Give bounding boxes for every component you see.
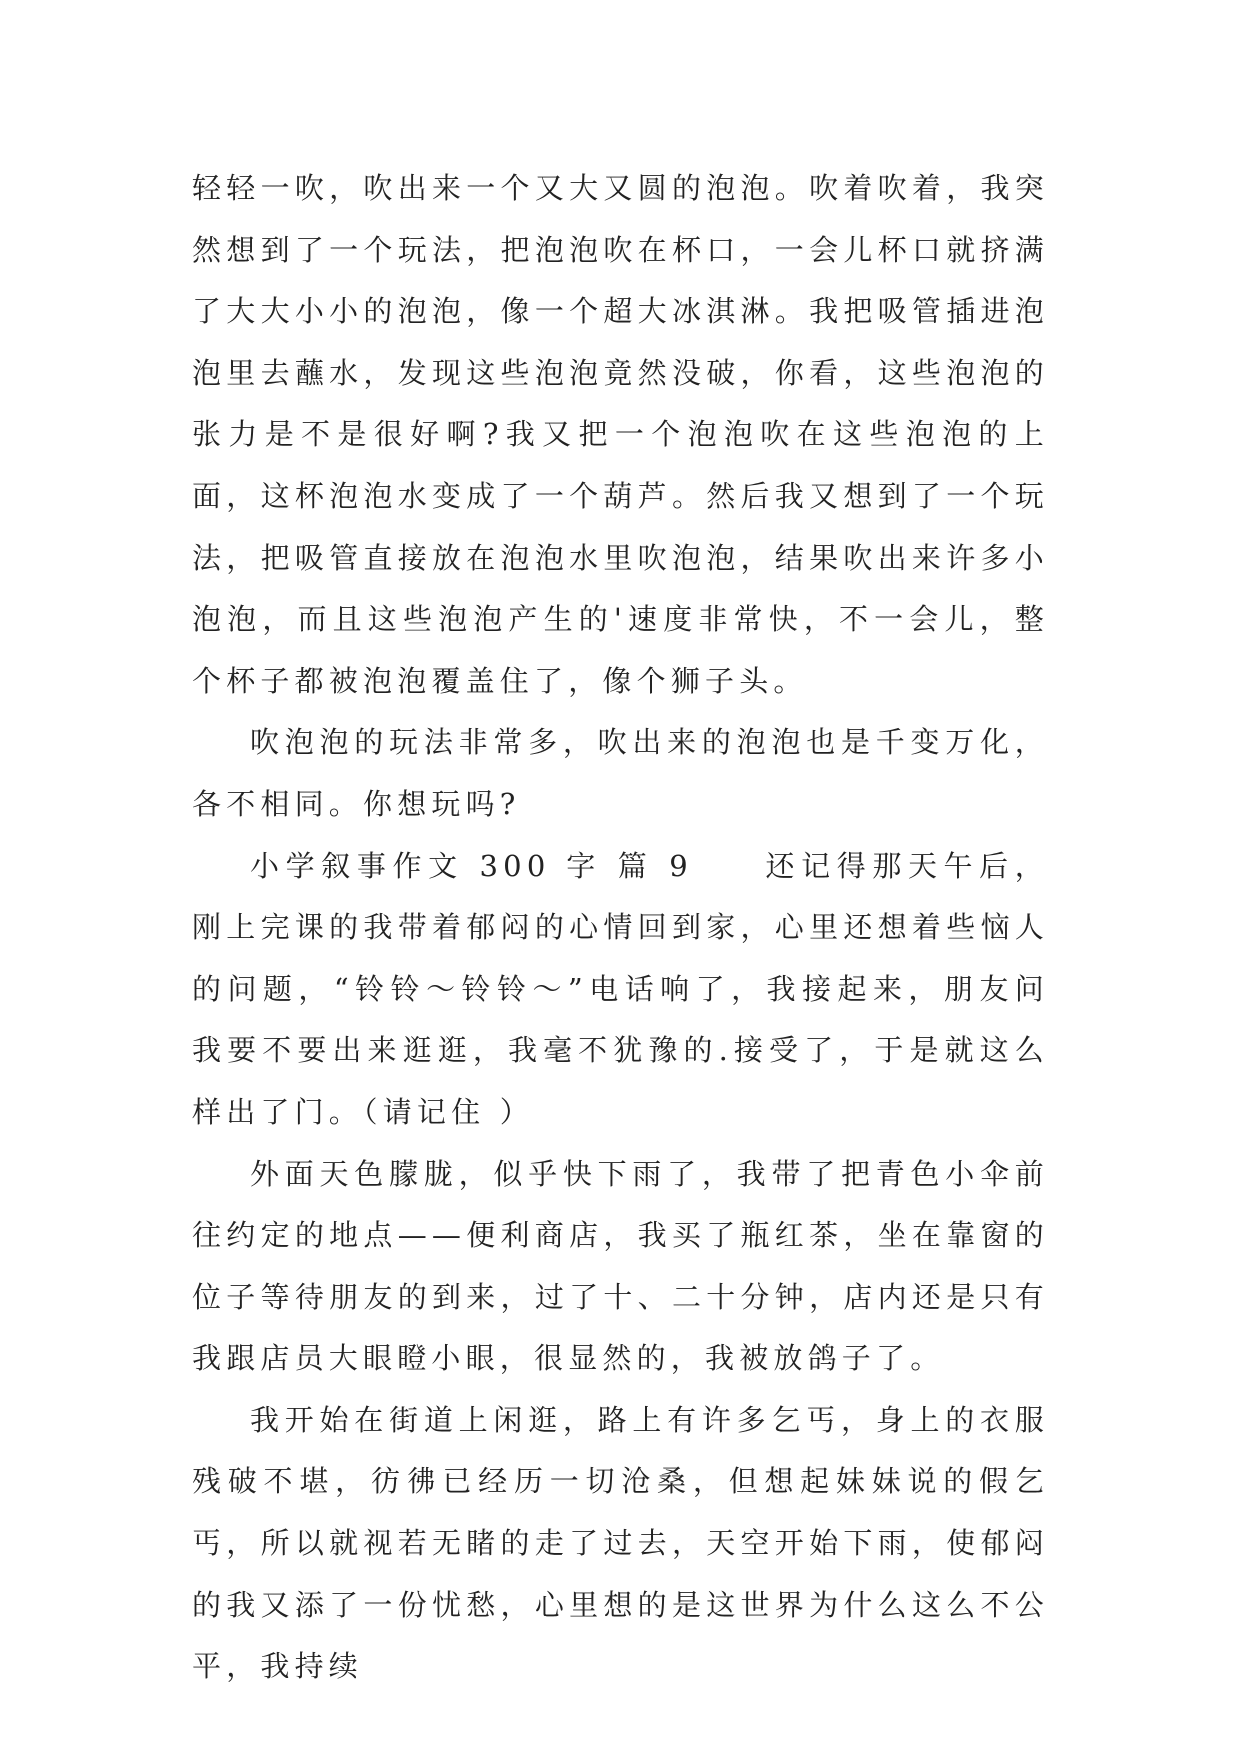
document-body — [192, 158, 1049, 1698]
paragraph-street-wandering: 我开始在街道上闲逛，路上有许多乞丐，身上的衣服残破不堪，彷彿已经历一切沧桑，但想起妹妹说的假乞丐，所以就视若无睹的走了过去，天空开始下雨，使郁闷的我又添了一份忧愁，心里想的是这世界为什么这么不公平，我持续 — [192, 1402, 1049, 1684]
paragraph-essay-9-opening: 小学叙事作文 300 字 篇 9 还记得那天午后，刚上完课的我带着郁闷的心情回到家，心里还想着些恼人的问题，“铃铃～铃铃～”电话响了，我接起来，朋友问我要不要出来逛逛，我毫不犹豫的.接受了，于是就这么样出了门。（请记住 ） — [192, 848, 1049, 1129]
paragraph-bubble-conclusion: 吹泡泡的玩法非常多，吹出来的泡泡也是千变万化，各不相同。你想玩吗? — [192, 725, 1049, 821]
paragraph-bubble-play-continued: 轻轻一吹，吹出来一个又大又圆的泡泡。吹着吹着，我突然想到了一个玩法，把泡泡吹在杯口，一会儿杯口就挤满了大大小小的泡泡，像一个超大冰淇淋。我把吸管插进泡泡里去蘸水，发现这些泡泡竟然没破，你看，这些泡泡的张力是不是很好啊?我又把一个泡泡吹在这些泡泡的上面，这杯泡泡水变成了一个葫芦。然后我又想到了一个玩法，把吸管直接放在泡泡水里吹泡泡，结果吹出来许多小泡泡，而且这些泡泡产生的'速度非常快，不一会儿，整个杯子都被泡泡覆盖住了，像个狮子头。 — [192, 171, 1049, 698]
paragraph-convenience-store: 外面天色朦胧，似乎快下雨了，我带了把青色小伞前往约定的地点——便利商店，我买了瓶红茶，坐在靠窗的位子等待朋友的到来，过了十、二十分钟，店内还是只有我跟店员大眼瞪小眼，很显然的，我被放鸽子了。 — [192, 1156, 1049, 1376]
